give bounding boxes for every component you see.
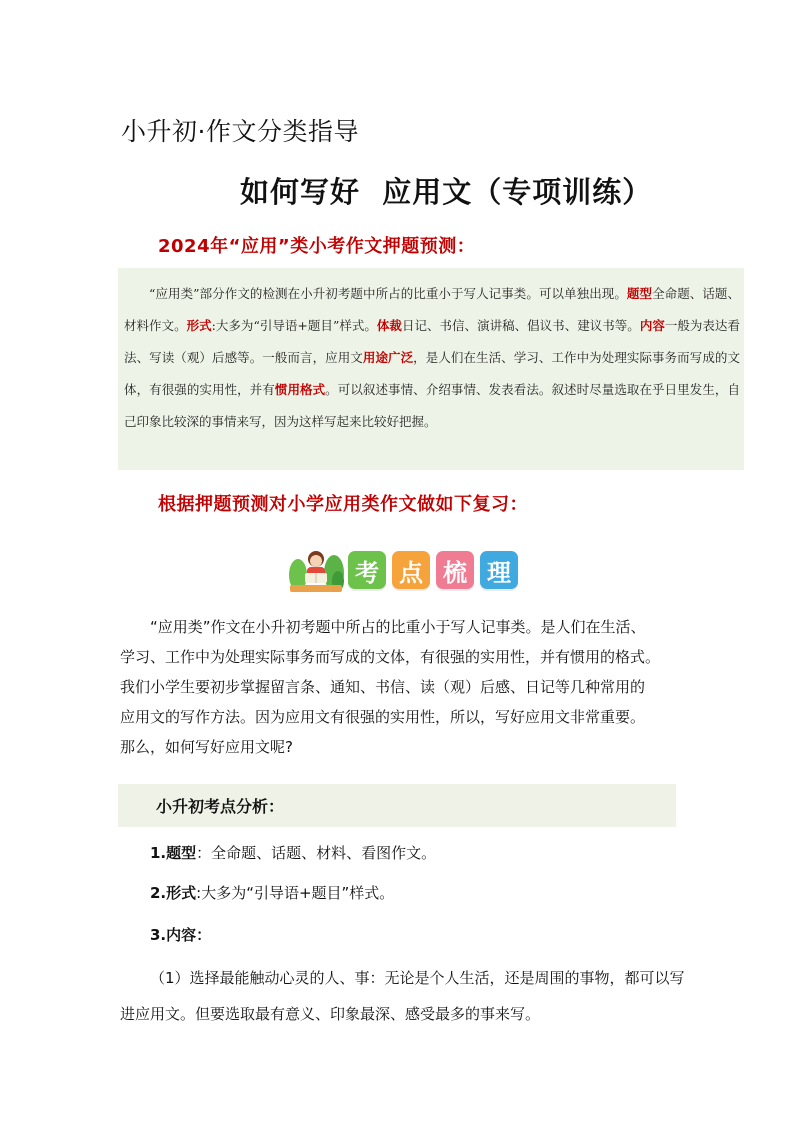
analysis-item-type [150, 842, 436, 863]
badge-shu: 梳 [436, 551, 474, 589]
forecast-text: :大多为“引导语+题目”样式。 [211, 318, 377, 333]
forecast-text: “应用类”部分作文的检测在小升初考题中所占的比重小于写人记事类。可以单独出现。 [149, 286, 627, 301]
key-points-banner [286, 545, 546, 593]
forecast-text: 全命题、话题、材料作文。 [124, 286, 740, 333]
keyword-format: 惯用格式 [274, 382, 326, 397]
item-label: 2.形式 [150, 884, 197, 902]
badge-dian: 点 [392, 551, 430, 589]
badge-row [348, 551, 518, 589]
item-label: 1.题型 [150, 844, 197, 862]
forecast-text: 。可以叙述事情、介绍事情、发表看法。叙述时尽量选取在乎日里发生，自己印象比较深的事情来写，因为这样写起来比较好把握。 [124, 382, 740, 429]
keyword-wide-use: 用途广泛 [362, 350, 414, 365]
item-text: ：全命题、话题、材料、看图作文。 [196, 844, 437, 862]
intro-line: 学习、工作中为处理实际事务而写成的文体，有很强的实用性，并有惯用的格式。 [120, 648, 661, 666]
content-paragraph [120, 960, 688, 1032]
intro-line: 应用文的写作方法。因为应用文有很强的实用性，所以，写好应用文非常重要。 [120, 708, 646, 726]
keyword-content: 内容 [639, 318, 665, 333]
forecast-text: ，是人们在生活、学习、工作中为处理实际事务而写成的文体，有很强的实用性，并有 [124, 350, 740, 397]
keyword-topic-type: 题型 [626, 286, 653, 301]
intro-line: 我们小学生要初步掌握留言条、通知、书信、读（观）后感、日记等几种常用的 [120, 678, 646, 696]
analysis-heading [118, 784, 676, 827]
intro-line: “应用类”作文在小升初考题中所占的比重小于写人记事类。是人们在生活、 [150, 618, 646, 636]
paragraph-text: （1）选择最能触动心灵的人、事：无论是个人生活，还是周围的事物，都可以写进应用文。但要选取最有意义、印象最深、感受最多的事来写。 [120, 969, 685, 1023]
forecast-text: 日记、书信、演讲稿、倡议书、建议书等。 [401, 318, 640, 333]
intro-text [120, 612, 700, 762]
forecast-text: 一般为表达看法、写读（观）后感等。一般而言，应用文 [124, 318, 740, 365]
forecast-box [118, 268, 744, 470]
badge-li: 理 [480, 551, 518, 589]
review-heading: 根据押题预测对小学应用类作文做如下复习： [158, 494, 528, 515]
forecast-heading: 2024年“应用”类小考作文押题预测： [158, 236, 476, 257]
badge-kao: 考 [348, 551, 386, 589]
series-title: 小升初·作文分类指导 [121, 117, 359, 146]
forecast-paragraph [124, 278, 740, 438]
intro-line: 那么，如何写好应用文呢? [120, 738, 293, 756]
analysis-item-form [150, 882, 394, 903]
keyword-genre: 体裁 [376, 318, 402, 333]
item-label: 3.内容： [150, 926, 212, 944]
reading-girl-icon [286, 545, 346, 593]
item-text: :大多为“引导语+题目”样式。 [196, 884, 395, 902]
analysis-item-content [150, 924, 211, 945]
analysis-title: 小升初考点分析： [156, 797, 285, 816]
page-title: 如何写好 应用文（专项训练） [240, 175, 653, 209]
keyword-form: 形式 [186, 318, 212, 333]
